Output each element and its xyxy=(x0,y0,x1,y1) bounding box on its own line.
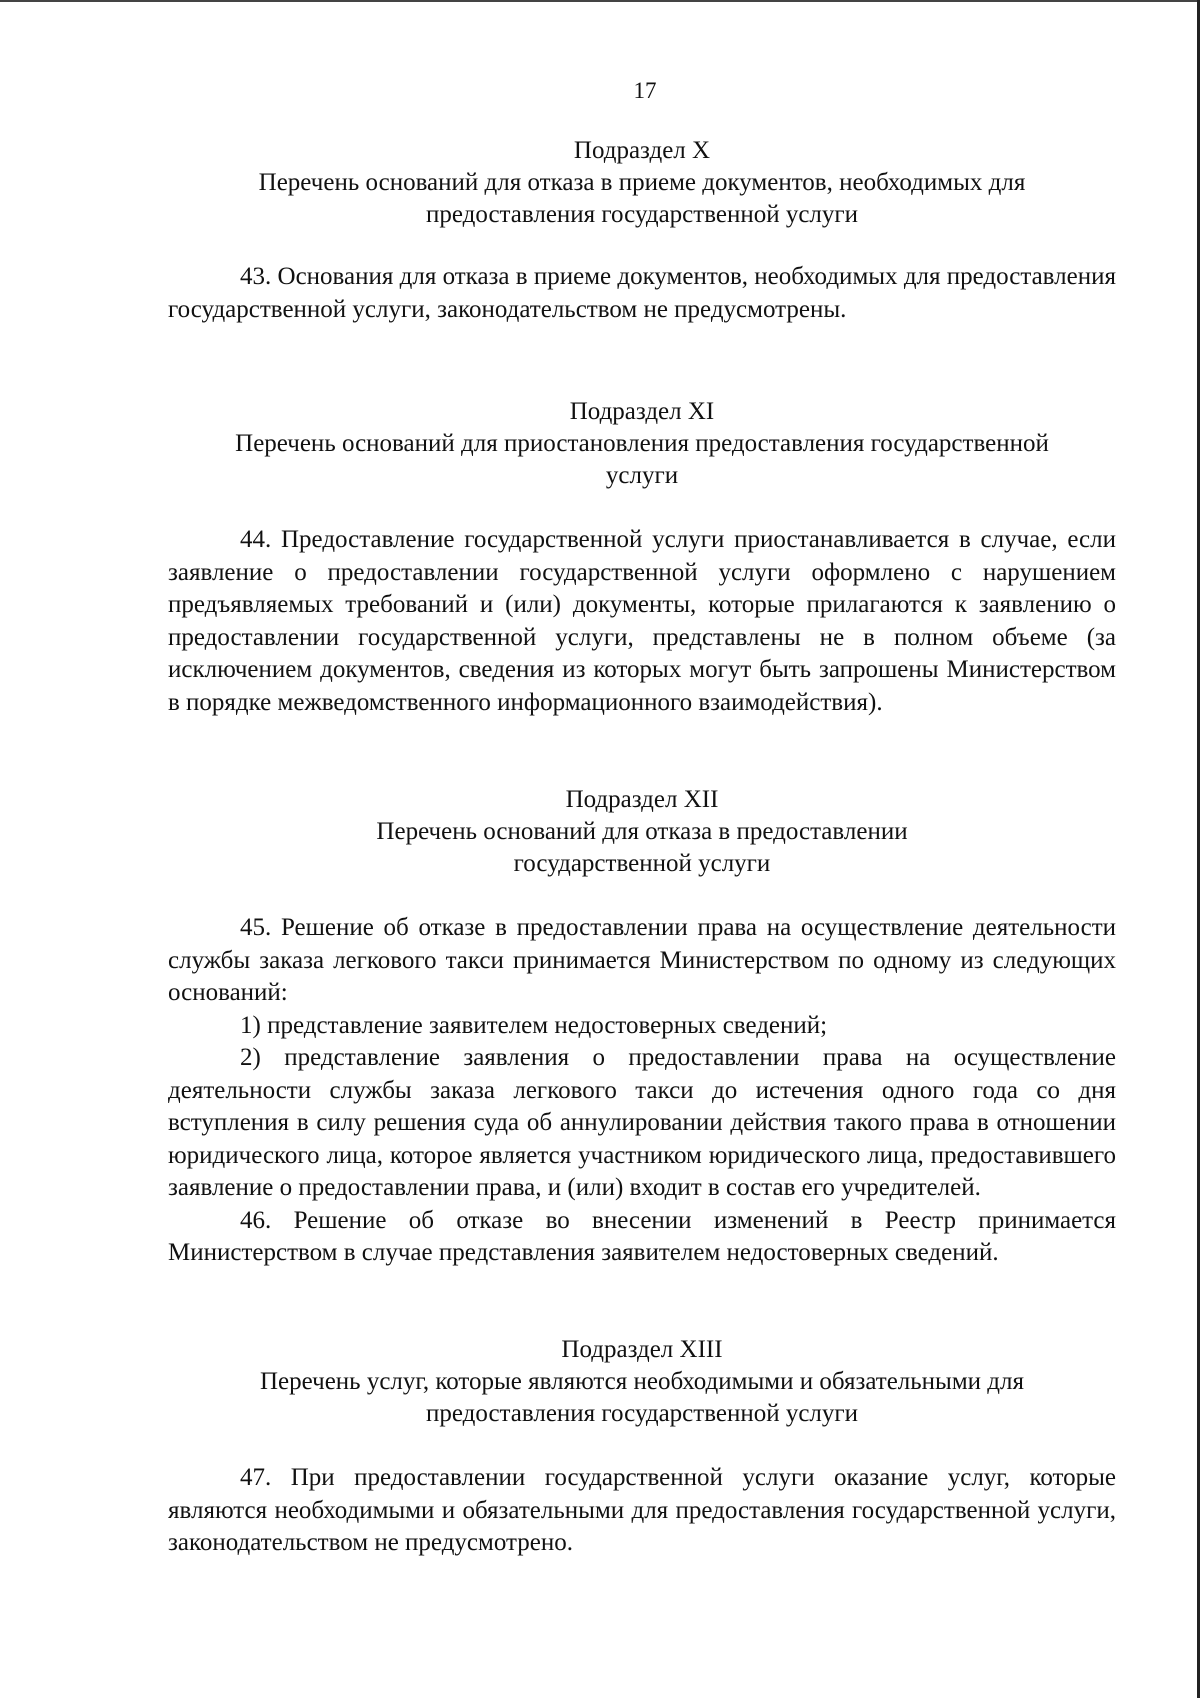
subsection-heading: Подраздел XIII xyxy=(561,1336,723,1363)
subsection-heading: Подраздел XI xyxy=(569,398,715,425)
paragraph-46: 46. Решение об отказе во внесении изменений в Реестр принимается Министерством в случае представления заявителем недостоверных сведений. xyxy=(168,1206,1116,1266)
paragraph-43: 43. Основания для отказа в приеме документов, необходимых для предоставления государственной услуги, законодательством не предусмотрены. xyxy=(168,263,1116,323)
list-item-2: 2) представление заявления о предоставлении права на осуществление деятельности службы заказа легкового такси до истечения одного года со дня вступления в силу решения суда об аннулировании действия такого права в отношении юридического лица, которое является участником юридического лица, предоставившего заявление о предоставлении права, и (или) входит в состав его учредителей. xyxy=(168,1044,1116,1201)
section-x xyxy=(168,135,1116,326)
list-item-1: 1) представление заявителем недостоверных сведений; xyxy=(240,1011,828,1039)
paragraph-45: 45. Решение об отказе в предоставлении права на осуществление деятельности службы заказа легкового такси принимается Министерством по одному из следующих оснований: xyxy=(168,914,1116,1006)
section-title-line: Перечень услуг, которые являются необходимыми и обязательными для xyxy=(260,1368,1024,1395)
section-title-line: услуги xyxy=(605,462,679,489)
section-xiii xyxy=(168,1334,1116,1560)
paragraph-47: 47. При предоставлении государственной услуги оказание услуг, которые являются необходимыми и обязательными для предоставления государственной услуги, законодательством не предусмотрено. xyxy=(168,1464,1116,1556)
section-title-line: государственной услуги xyxy=(513,850,771,877)
subsection-heading: Подраздел X xyxy=(573,137,711,164)
section-title-line: Перечень оснований для отказа в предоставлении xyxy=(376,818,908,845)
paragraph-44: 44. Предоставление государственной услуги приостанавливается в случае, если заявление о предоставлении государственной услуги оформлено с нарушением предъявляемых требований и (или) документы, которые прилагаются к заявлению о предоставлении государственной услуги, представлены не в полном объеме (за исключением документов, сведения из которых могут быть запрошены Министерством в порядке межведомственного информационного взаимодействия). xyxy=(168,526,1116,716)
section-title-line: предоставления государственной услуги xyxy=(425,1400,859,1427)
section-title-line: предоставления государственной услуги xyxy=(425,201,859,228)
section-xii xyxy=(168,784,1116,1270)
section-title-line: Перечень оснований для приостановления предоставления государственной xyxy=(235,430,1049,457)
section-xi xyxy=(168,396,1116,719)
section-title-line: Перечень оснований для отказа в приеме документов, необходимых для xyxy=(258,169,1026,196)
page-number: 17 xyxy=(633,78,657,103)
scan-top-edge xyxy=(0,0,1200,2)
subsection-heading: Подраздел XII xyxy=(565,786,719,813)
